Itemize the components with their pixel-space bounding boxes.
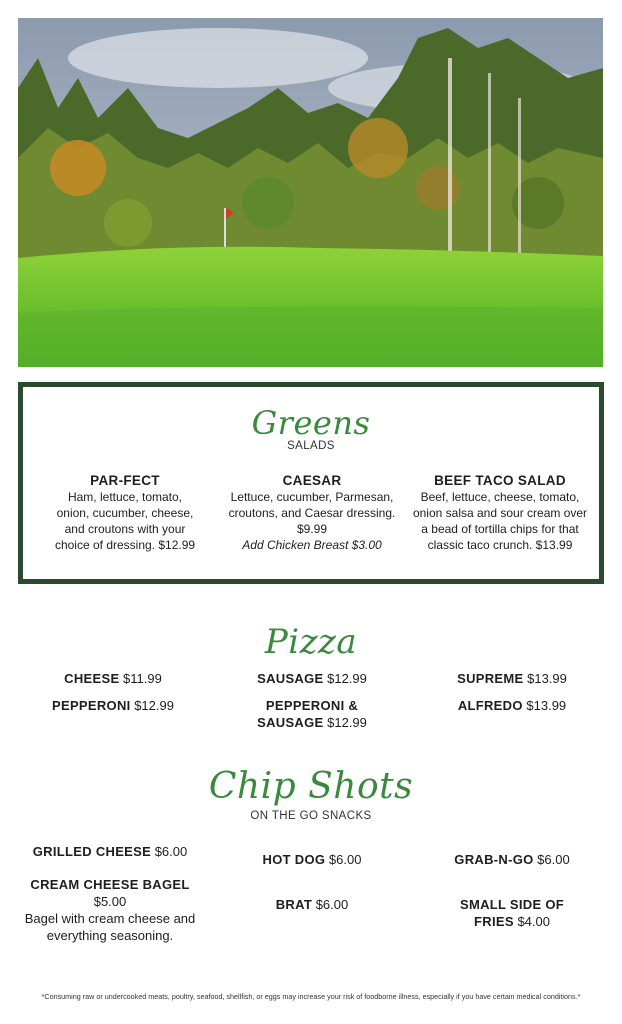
salad-name: BEEF TACO SALAD	[434, 473, 566, 488]
item-name: CHEESE	[64, 671, 120, 686]
item-name: PEPPERONI	[52, 698, 131, 713]
item-name: SAUSAGE	[257, 671, 324, 686]
greens-title: Greens	[251, 404, 371, 442]
salad-name: CAESAR	[282, 473, 342, 488]
salad-item	[412, 473, 588, 553]
pizza-item	[432, 670, 592, 687]
snack-item	[20, 843, 200, 860]
item-price: $13.99	[527, 671, 567, 686]
snack-item	[232, 896, 392, 913]
item-name: ALFREDO	[457, 698, 523, 713]
item-name: CREAM CHEESE BAGEL	[30, 877, 190, 892]
item-description: Bagel with cream cheese and everything seasoning.	[24, 911, 196, 943]
item-name: HOT DOG	[262, 852, 326, 867]
item-price: $6.00	[328, 852, 362, 867]
foodborne-illness-disclaimer: *Consuming raw or undercooked meats, poultry, seafood, shellfish, or eggs may increase your risk of foodborne illness, especially if you have certain medical conditions.*	[41, 992, 581, 1001]
item-name: BRAT	[275, 897, 313, 912]
item-name: SMALL SIDE OF FRIES	[459, 897, 565, 929]
pizza-title: Pizza	[264, 622, 358, 662]
golf-course-photo	[18, 18, 603, 367]
pizza-item	[33, 697, 193, 714]
chip-shots-title: Chip Shots	[208, 766, 414, 807]
item-price: $6.00	[537, 852, 570, 867]
salads-subtitle: SALADS	[287, 440, 335, 452]
salad-item	[226, 473, 398, 553]
item-name: PEPPERONI & SAUSAGE	[257, 698, 359, 730]
item-price: $13.99	[526, 698, 567, 713]
salad-addon-note: Add Chicken Breast $3.00	[242, 538, 382, 552]
item-price: $11.99	[123, 671, 162, 686]
item-name: GRILLED CHEESE	[32, 844, 152, 859]
pizza-item	[232, 670, 392, 687]
item-price: $5.00	[93, 894, 127, 909]
item-price: $12.99	[327, 715, 367, 730]
snack-item	[232, 851, 392, 868]
item-price: $6.00	[154, 844, 188, 859]
item-name: SUPREME	[457, 671, 524, 686]
item-price: $4.00	[517, 914, 550, 929]
salad-name: PAR-FECT	[90, 473, 160, 488]
snack-item	[432, 851, 592, 868]
salad-description: Ham, lettuce, tomato, onion, cucumber, cheese, and croutons with your choice of dressing. $12.99	[54, 490, 196, 552]
chip-shots-subtitle: ON THE GO SNACKS	[250, 810, 372, 822]
item-name: GRAB-N-GO	[454, 852, 534, 867]
salad-description: Lettuce, cucumber, Parmesan, croutons, and Caesar dressing. $9.99	[228, 490, 396, 536]
item-price: $6.00	[315, 897, 349, 912]
salad-item	[50, 473, 200, 553]
snack-item	[452, 896, 572, 930]
pizza-item	[242, 697, 382, 731]
item-price: $12.99	[134, 698, 174, 713]
item-price: $12.99	[327, 671, 367, 686]
pizza-item	[432, 697, 592, 714]
salad-description: Beef, lettuce, cheese, tomato, onion salsa and sour cream over a bead of tortilla chips for that classic taco crunch. $13.99	[412, 490, 588, 552]
snack-item	[22, 876, 198, 944]
pizza-item	[33, 670, 193, 687]
